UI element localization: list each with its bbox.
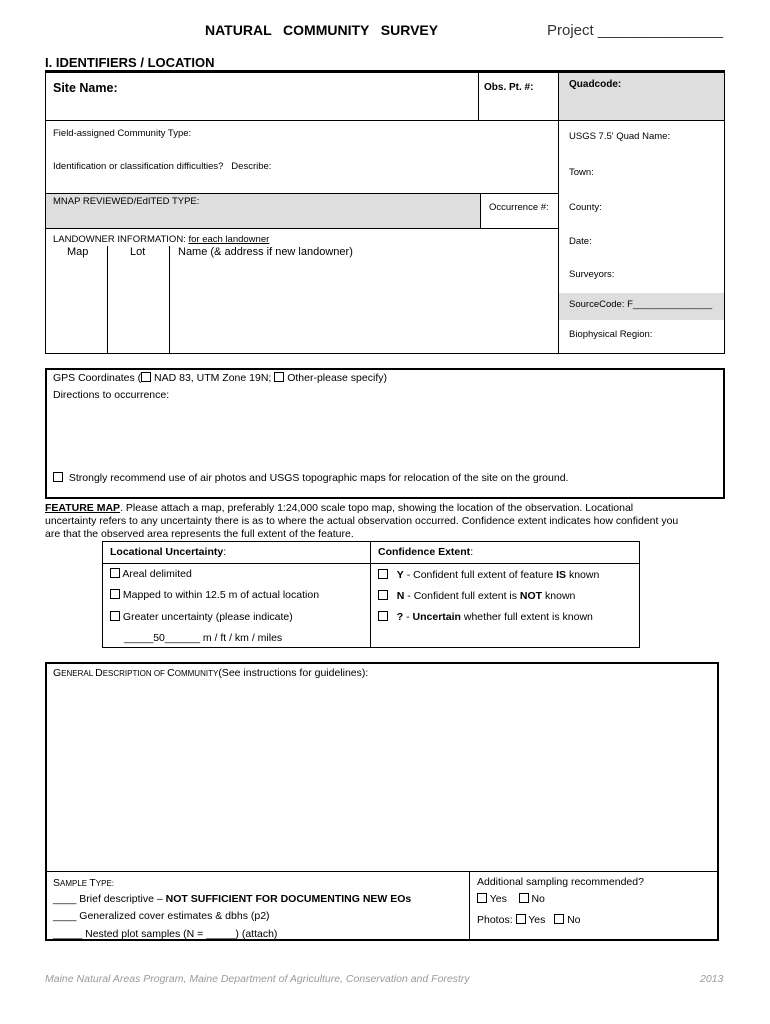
project-label: Project _______________ bbox=[547, 22, 723, 39]
county-label: County: bbox=[569, 202, 602, 213]
confidence-n-post: known bbox=[542, 590, 576, 602]
col-map: Map bbox=[67, 246, 89, 258]
sample-brief[interactable] bbox=[53, 893, 411, 905]
sample-generalized[interactable]: ____ Generalized cover estimates & dbhs (p2) bbox=[53, 910, 270, 922]
locational-heading-colon: : bbox=[223, 546, 227, 558]
usgs-quad-label: USGS 7.5' Quad Name: bbox=[569, 131, 671, 142]
general-rest: (See instructions for guidelines): bbox=[218, 667, 369, 679]
confidence-heading-text: Confidence Extent bbox=[378, 546, 471, 558]
mapped-checkbox[interactable] bbox=[110, 589, 120, 599]
units-field[interactable]: _____50______ m / ft / km / miles bbox=[124, 632, 283, 644]
sample-s1: S bbox=[53, 877, 61, 889]
divider bbox=[480, 193, 481, 228]
greater-option[interactable] bbox=[110, 611, 293, 623]
feature-map-line3: are that the observed area represents the full extent of the feature. bbox=[45, 528, 354, 540]
col-name: Name (& address if new landowner) bbox=[178, 246, 353, 258]
nad83-label: NAD 83, UTM Zone 19N; bbox=[154, 372, 272, 384]
feature-map-line1 bbox=[45, 502, 745, 515]
surveyors-label: Surveyors: bbox=[569, 269, 615, 280]
feature-map-text bbox=[45, 502, 745, 541]
additional-yes-label: Yes bbox=[489, 893, 507, 905]
sample-nested[interactable]: _____ Nested plot samples (N = _____) (attach) bbox=[53, 928, 278, 940]
date-label: Date: bbox=[569, 236, 592, 247]
areal-label: Areal delimited bbox=[122, 568, 192, 580]
mapped-label: Mapped to within 12.5 m of actual location bbox=[122, 589, 320, 601]
greater-label: Greater uncertainty (please indicate) bbox=[122, 611, 293, 623]
divider bbox=[45, 228, 559, 229]
confidence-q-option[interactable] bbox=[378, 611, 593, 623]
locational-heading bbox=[110, 546, 226, 558]
confidence-q-bold: Uncertain bbox=[412, 611, 461, 623]
confidence-heading bbox=[378, 546, 473, 558]
additional-no-checkbox[interactable] bbox=[519, 893, 529, 903]
occurrence-label: Occurrence #: bbox=[489, 202, 549, 213]
sample-t2: YPE: bbox=[95, 879, 115, 888]
general-description-label bbox=[53, 667, 368, 679]
general-d2: ESCRIPTION OF bbox=[102, 669, 168, 678]
general-g2: ENERAL bbox=[61, 669, 96, 678]
sample-t1: T bbox=[89, 877, 96, 889]
divider bbox=[45, 120, 725, 121]
confidence-heading-colon: : bbox=[470, 546, 474, 558]
confidence-n-pre: - Confident full extent is bbox=[404, 590, 520, 602]
landowner-label bbox=[53, 234, 269, 245]
footer-year: 2013 bbox=[700, 973, 724, 985]
additional-sampling-options bbox=[477, 893, 545, 905]
town-label: Town: bbox=[569, 167, 594, 178]
form-title: NATURAL COMMUNITY SURVEY bbox=[205, 22, 439, 38]
landowner-label-text: LANDOWNER INFORMATION: bbox=[53, 234, 189, 245]
source-code-label: SourceCode: F_______________ bbox=[569, 299, 713, 310]
col-lot: Lot bbox=[130, 246, 146, 258]
footer-org: Maine Natural Areas Program, Maine Department of Agriculture, Conservation and Forestry bbox=[45, 973, 470, 985]
confidence-n-option[interactable] bbox=[378, 590, 575, 602]
field-type-label: Field-assigned Community Type: bbox=[53, 128, 192, 139]
divider bbox=[46, 871, 718, 872]
additional-yes-checkbox[interactable] bbox=[477, 893, 487, 903]
feature-map-title: FEATURE MAP bbox=[45, 502, 121, 514]
confidence-q-checkbox[interactable] bbox=[378, 611, 388, 621]
feature-map-line1-text: . Please attach a map, preferably 1:24,000 scale topo map, showing the location of the observation. Locational bbox=[120, 502, 634, 514]
divider bbox=[45, 193, 559, 194]
sample-type-label bbox=[53, 877, 114, 889]
confidence-q-post: whether full extent is known bbox=[460, 611, 593, 623]
directions-label: Directions to occurrence: bbox=[53, 389, 170, 401]
mnap-type-label: MNAP REVIEWED/EdITED TYPE: bbox=[53, 196, 200, 207]
confidence-n-key: N bbox=[396, 590, 405, 602]
landowner-note: for each landowner bbox=[188, 234, 270, 245]
divider bbox=[107, 246, 108, 354]
additional-no-label: No bbox=[531, 893, 545, 905]
photos-no-label: No bbox=[567, 914, 581, 926]
photos-yes-checkbox[interactable] bbox=[516, 914, 526, 924]
divider bbox=[469, 871, 470, 940]
confidence-y-option[interactable] bbox=[378, 569, 599, 581]
general-c1: C bbox=[167, 667, 175, 679]
other-checkbox[interactable] bbox=[274, 372, 284, 382]
photos-yes-label: Yes bbox=[528, 914, 546, 926]
obs-pt-label: Obs. Pt. #: bbox=[484, 82, 534, 93]
confidence-q-pre: - bbox=[403, 611, 413, 623]
mapped-option[interactable] bbox=[110, 589, 319, 601]
general-c2: OMMUNITY bbox=[174, 669, 219, 678]
divider bbox=[370, 541, 371, 648]
sample-brief-bold: NOT SUFFICIENT FOR DOCUMENTING NEW EOs bbox=[165, 893, 412, 905]
confidence-y-key: Y bbox=[396, 569, 404, 581]
confidence-n-bold: NOT bbox=[519, 590, 543, 602]
quadcode-label: Quadcode: bbox=[569, 79, 622, 90]
feature-map-line2: uncertainty refers to any uncertainty there is as to where the actual observation occurred. Confidence extent indicates how confident you bbox=[45, 515, 679, 527]
general-d1: D bbox=[95, 667, 103, 679]
confidence-n-checkbox[interactable] bbox=[378, 590, 388, 600]
areal-option[interactable] bbox=[110, 568, 192, 580]
divider bbox=[169, 246, 170, 354]
locational-heading-text: Locational Uncertainty bbox=[110, 546, 224, 558]
air-photos-line bbox=[53, 472, 568, 484]
confidence-y-pre: - Confident full extent of feature bbox=[403, 569, 557, 581]
gps-prefix: GPS Coordinates ( bbox=[53, 372, 142, 384]
confidence-y-bold: IS bbox=[556, 569, 567, 581]
confidence-q-key: ? bbox=[396, 611, 404, 623]
additional-sampling-label: Additional sampling recommended? bbox=[477, 876, 644, 888]
id-difficulties-label: Identification or classification difficulties? Describe: bbox=[53, 161, 272, 172]
confidence-y-checkbox[interactable] bbox=[378, 569, 388, 579]
general-g1: G bbox=[53, 667, 62, 679]
site-name-label: Site Name: bbox=[53, 81, 118, 95]
biophysical-label: Biophysical Region: bbox=[569, 329, 653, 340]
divider bbox=[102, 563, 640, 564]
air-photos-label: Strongly recommend use of air photos and USGS topographic maps for relocation of the site on the ground. bbox=[68, 472, 569, 484]
areal-checkbox[interactable] bbox=[110, 568, 120, 578]
divider bbox=[478, 72, 479, 120]
nad83-checkbox[interactable] bbox=[141, 372, 151, 382]
gps-line bbox=[53, 372, 387, 384]
section-heading: I. IDENTIFIERS / LOCATION bbox=[45, 55, 215, 70]
photos-no-checkbox[interactable] bbox=[554, 914, 564, 924]
sample-s2: AMPLE bbox=[60, 879, 90, 888]
sample-brief-pre: ____ Brief descriptive – bbox=[53, 893, 166, 905]
confidence-y-post: known bbox=[566, 569, 600, 581]
photos-label: Photos: bbox=[477, 914, 513, 926]
photos-options bbox=[477, 914, 581, 926]
greater-checkbox[interactable] bbox=[110, 611, 120, 621]
other-label: Other-please specify) bbox=[287, 372, 387, 384]
air-photos-checkbox[interactable] bbox=[53, 472, 63, 482]
